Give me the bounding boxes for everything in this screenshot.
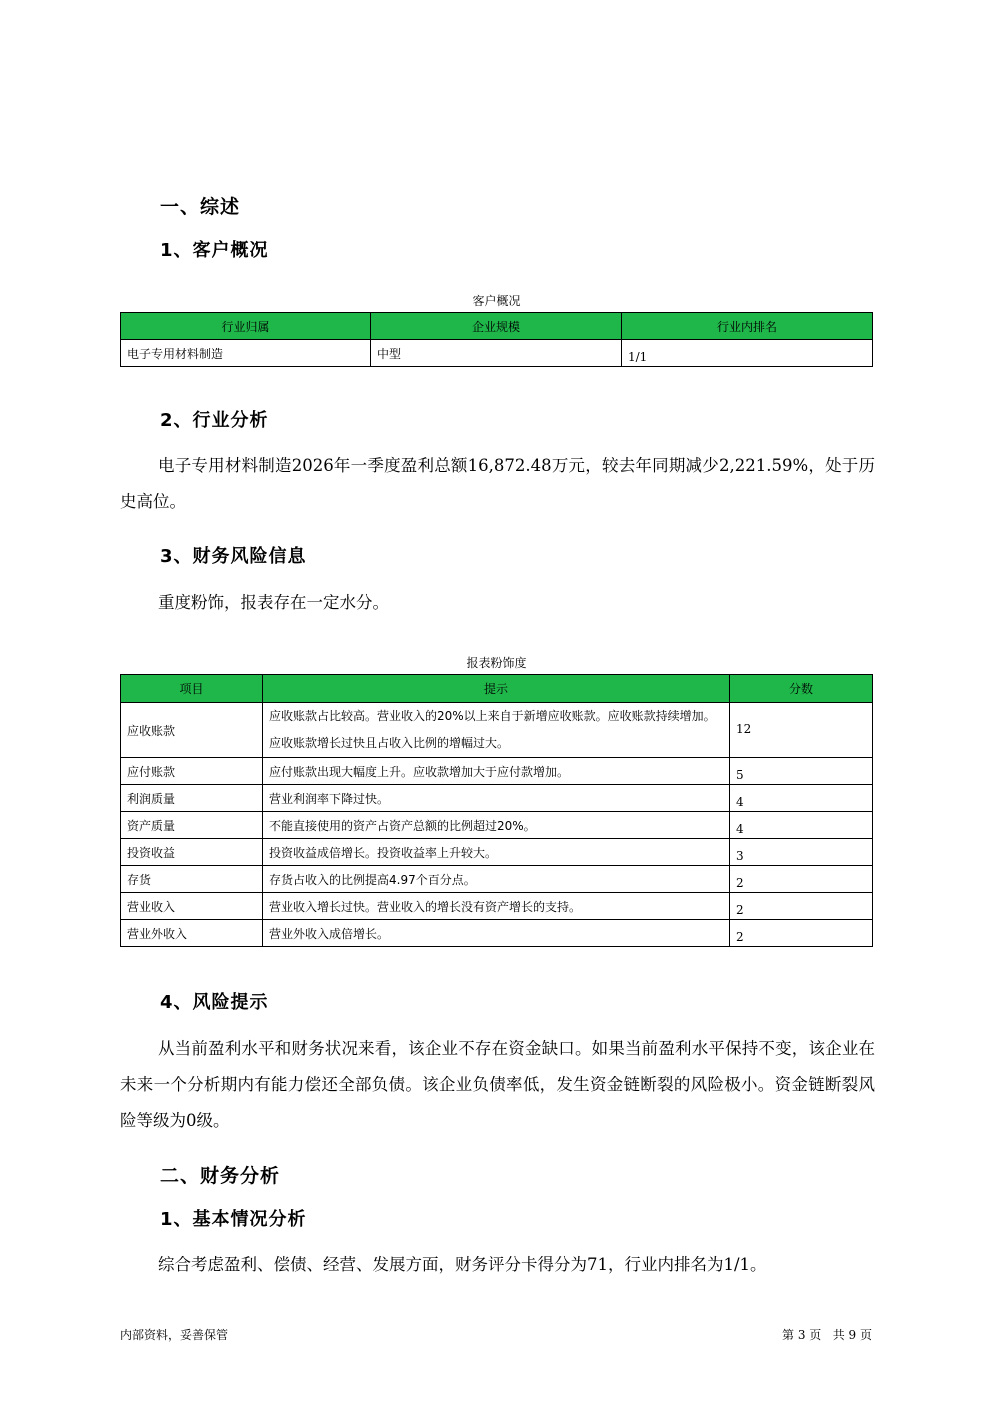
subsection-title-basic-analysis: 1、基本情况分析 [160, 1209, 307, 1230]
row-hint: 营业收入增长过快。营业收入的增长没有资产增长的支持。 [263, 893, 730, 920]
table-row [121, 866, 873, 893]
row-score: 4 [730, 785, 873, 812]
row-score: 2 [730, 893, 873, 920]
row-hint: 营业利润率下降过快。 [263, 785, 730, 812]
footer-page-number: 第 3 页 共 9 页 [782, 1328, 872, 1342]
header-item: 项目 [121, 675, 263, 703]
row-hint: 投资收益成倍增长。投资收益率上升较大。 [263, 839, 730, 866]
table-row [121, 758, 873, 785]
cell-industry: 电子专用材料制造 [121, 340, 371, 367]
industry-analysis-text: 电子专用材料制造2026年一季度盈利总额16,872.48万元，较去年同期减少2,221.59%，处于历史高位。 [120, 456, 875, 511]
row-item: 存货 [121, 866, 263, 893]
section-title-financial-analysis: 二、财务分析 [160, 1165, 281, 1187]
cell-rank: 1/1 [622, 340, 873, 367]
table-row [121, 703, 873, 758]
table-caption-overview: 客户概况 [472, 294, 521, 308]
header-industry: 行业归属 [121, 313, 371, 340]
row-item: 应收账款 [121, 703, 263, 758]
header-scale: 企业规模 [371, 313, 622, 340]
row-hint: 应付账款出现大幅度上升。应收款增加大于应付款增加。 [263, 758, 730, 785]
footer-confidential: 内部资料，妥善保管 [120, 1328, 229, 1342]
row-hint: 存货占收入的比例提高4.97个百分点。 [263, 866, 730, 893]
section-title-overview: 一、综述 [160, 196, 241, 218]
row-hint: 应收账款占比较高。营业收入的20%以上来自于新增应收账款。应收账款持续增加。应收账款增长过快且占收入比例的增幅过大。 [263, 703, 730, 758]
row-item: 投资收益 [121, 839, 263, 866]
customer-overview-table [120, 312, 873, 367]
basic-analysis-text: 综合考虑盈利、偿债、经营、发展方面，财务评分卡得分为71，行业内排名为1/1。 [158, 1255, 767, 1274]
row-score: 2 [730, 920, 873, 947]
subsection-title-financial-risk: 3、财务风险信息 [160, 546, 307, 567]
row-item: 资产质量 [121, 812, 263, 839]
header-hint: 提示 [263, 675, 730, 703]
subsection-title-industry: 2、行业分析 [160, 410, 269, 431]
subsection-title-risk-warning: 4、风险提示 [160, 992, 269, 1013]
row-score: 5 [730, 758, 873, 785]
row-item: 营业外收入 [121, 920, 263, 947]
risk-warning-text: 从当前盈利水平和财务状况来看，该企业不存在资金缺口。如果当前盈利水平保持不变，该企业在未来一个分析期内有能力偿还全部负债。该企业负债率低，发生资金链断裂的风险极小。资金链断裂风险等级为0级。 [120, 1039, 875, 1130]
header-score: 分数 [730, 675, 873, 703]
cell-scale: 中型 [371, 340, 622, 367]
row-score: 12 [730, 703, 873, 758]
table-row [121, 785, 873, 812]
subsection-title-customer: 1、客户概况 [160, 240, 269, 261]
row-score: 4 [730, 812, 873, 839]
row-hint: 营业外收入成倍增长。 [263, 920, 730, 947]
table-caption-window-dressing: 报表粉饰度 [466, 656, 527, 670]
window-dressing-table [120, 674, 873, 947]
row-item: 利润质量 [121, 785, 263, 812]
table-row [121, 920, 873, 947]
table-row [121, 812, 873, 839]
row-score: 3 [730, 839, 873, 866]
row-item: 应付账款 [121, 758, 263, 785]
table-row [121, 893, 873, 920]
financial-risk-text: 重度粉饰，报表存在一定水分。 [158, 593, 389, 612]
table-row [121, 839, 873, 866]
row-hint: 不能直接使用的资产占资产总额的比例超过20%。 [263, 812, 730, 839]
header-rank: 行业内排名 [622, 313, 873, 340]
row-score: 2 [730, 866, 873, 893]
row-item: 营业收入 [121, 893, 263, 920]
